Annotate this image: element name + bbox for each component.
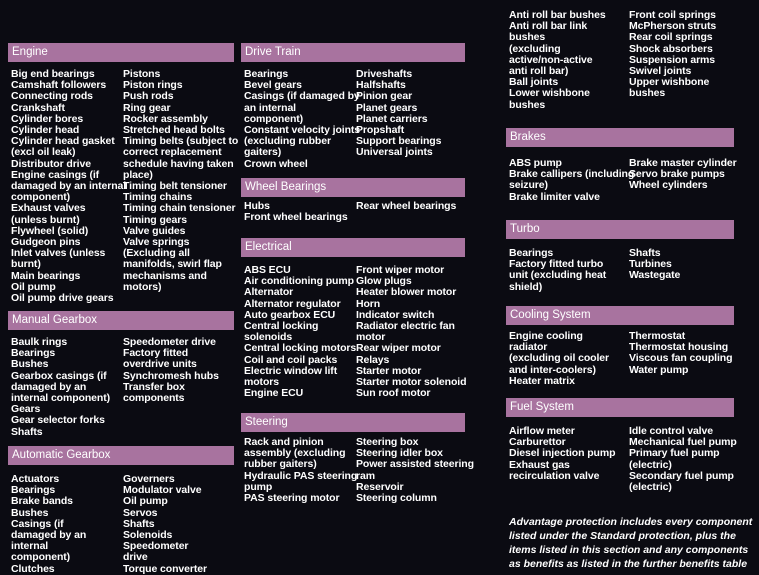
list-item: Mechanical fuel pump: [629, 436, 737, 449]
list-item: radiator: [509, 341, 548, 354]
steering-list-1: [244, 437, 357, 504]
list-item: overdrive units: [123, 358, 197, 371]
list-item: Coil and coil packs: [244, 353, 338, 366]
list-item: component): [11, 551, 71, 564]
list-item: manifolds, swirl flap: [123, 258, 222, 271]
drive-train-list-2: [356, 69, 441, 159]
list-item: Bushes: [11, 358, 49, 371]
list-item: Torque converter: [123, 562, 207, 575]
list-item: drive: [123, 551, 148, 564]
list-item: Horn: [356, 297, 381, 310]
list-item: Hubs: [244, 200, 270, 212]
list-item: Alternator: [244, 286, 294, 299]
list-item: Front wheel bearings: [244, 211, 348, 224]
turbo-section: [506, 220, 734, 300]
engine-header: Engine: [8, 43, 234, 62]
turbo-list-2: [629, 248, 680, 282]
list-item: Factory fitted turbo: [509, 258, 604, 271]
list-item: Auto gearbox ECU: [244, 308, 336, 321]
list-item: Thermostat: [629, 330, 686, 342]
list-item: Universal joints: [356, 146, 433, 159]
list-item: motors): [123, 280, 162, 293]
list-item: Starter motor: [356, 364, 422, 377]
list-item: Rack and pinion: [244, 436, 324, 448]
list-item: Rear wiper motor: [356, 342, 441, 355]
list-item: components: [123, 392, 185, 405]
list-item: Starter motor solenoid: [356, 376, 467, 389]
list-item: Inlet valves (unless: [11, 247, 106, 260]
list-item: Support bearings: [356, 135, 442, 148]
list-item: Cylinder head: [11, 124, 80, 137]
list-item: Piston rings: [123, 79, 183, 92]
list-item: Brake bands: [11, 495, 73, 508]
list-item: Suspension arms: [629, 53, 716, 66]
list-item: motor: [356, 331, 386, 344]
list-item: Idle control valve: [629, 425, 713, 437]
list-item: (unless burnt): [11, 213, 80, 226]
list-item: (excl oil leak): [11, 146, 76, 159]
list-item: Baulk rings: [11, 336, 68, 348]
electrical-list-1: [244, 265, 356, 399]
electrical-header: Electrical: [241, 238, 465, 257]
list-item: Synchromesh hubs: [123, 369, 219, 382]
turbo-list-1: [509, 248, 606, 293]
list-item: (excluding oil cooler: [509, 352, 609, 365]
list-item: Gear selector forks: [11, 414, 105, 427]
list-item: Wheel cylinders: [629, 179, 708, 192]
brakes-list-1: [509, 158, 634, 203]
list-item: Timing belt tensioner: [123, 180, 227, 193]
list-item: ABS ECU: [244, 264, 291, 276]
list-item: mechanisms and: [123, 269, 207, 282]
list-item: Secondary fuel pump: [629, 469, 734, 482]
footnote-line: as benefits as listed in the further benefits table: [509, 558, 748, 570]
footnote-line: listed under the Standard protection, plus the: [509, 530, 736, 542]
list-item: component): [244, 112, 304, 125]
list-item: Swivel joints: [629, 65, 692, 78]
list-item: pump: [244, 480, 273, 493]
list-item: component): [11, 191, 71, 204]
list-item: ram: [356, 469, 375, 482]
list-item: Shock absorbers: [629, 42, 713, 55]
list-item: Radiator electric fan: [356, 320, 455, 333]
list-item: Bearings: [509, 247, 554, 259]
list-item: Cylinder head gasket: [11, 135, 115, 148]
list-item: Transfer box: [123, 380, 185, 393]
footnote-line: Advantage protection includes every component: [509, 516, 753, 528]
list-item: Engine ECU: [244, 387, 304, 400]
electrical-section: [241, 238, 465, 408]
list-item: PAS steering motor: [244, 492, 340, 505]
list-item: Anti roll bar link: [509, 20, 588, 33]
list-item: Power assisted steering: [356, 458, 474, 471]
list-item: Crankshaft: [11, 101, 65, 114]
list-item: Distributor drive: [11, 157, 91, 170]
list-item: Lower wishbone: [509, 87, 590, 100]
list-item: Carburettor: [509, 436, 566, 449]
list-item: Halfshafts: [356, 79, 406, 92]
automatic-gearbox-list-1: [11, 474, 86, 575]
list-item: Alternator regulator: [244, 297, 341, 310]
list-item: Timing belts (subject to: [123, 135, 239, 148]
automatic-gearbox-list-2: [123, 474, 207, 575]
list-item: Exhaust valves: [11, 202, 86, 215]
fuel-system-header: Fuel System: [506, 398, 734, 417]
list-item: Indicator switch: [356, 308, 435, 321]
list-item: Speedometer: [123, 540, 189, 553]
list-item: (electric): [629, 481, 672, 494]
list-item: damaged by an internal: [11, 180, 127, 193]
list-item: seizure): [509, 179, 548, 192]
engine-section: [8, 43, 239, 311]
list-item: McPherson struts: [629, 20, 717, 33]
list-item: Steering idler box: [356, 447, 443, 460]
list-item: Valve guides: [123, 224, 186, 237]
list-item: Propshaft: [356, 124, 405, 137]
list-item: Water pump: [629, 363, 689, 376]
list-item: Speedometer drive: [123, 336, 216, 348]
list-item: burnt): [11, 258, 41, 271]
list-item: Modulator valve: [123, 484, 202, 497]
suspension-list-2: [629, 10, 716, 100]
list-item: Solenoids: [123, 529, 173, 542]
wheel-bearings-list-1: [244, 201, 348, 223]
list-item: Brake limiter valve: [509, 190, 600, 203]
footnote-line: items listed in this section and any components: [509, 544, 749, 556]
list-item: bushes: [509, 31, 546, 44]
list-item: Wastegate: [629, 269, 681, 282]
fuel-system-section: [506, 398, 737, 503]
brakes-list-2: [629, 158, 737, 192]
list-item: Anti roll bar bushes: [509, 9, 606, 21]
automatic-gearbox-header: Automatic Gearbox: [8, 446, 234, 465]
list-item: Pistons: [123, 68, 161, 80]
wheel-bearings-header: Wheel Bearings: [241, 178, 465, 197]
list-item: Pinion gear: [356, 90, 413, 103]
list-item: Reservoir: [356, 480, 404, 493]
list-item: Diesel injection pump: [509, 447, 616, 460]
list-item: Planet carriers: [356, 112, 428, 125]
list-item: damaged by an: [11, 529, 87, 542]
list-item: Thermostat housing: [629, 341, 729, 354]
list-item: Connecting rods: [11, 90, 93, 103]
list-item: Air conditioning pump: [244, 275, 354, 288]
list-item: Bevel gears: [244, 79, 302, 92]
steering-list-2: [356, 437, 474, 504]
list-item: Shafts: [629, 247, 661, 259]
list-item: Brake master cylinder: [629, 157, 737, 169]
list-item: place): [123, 168, 153, 181]
list-item: assembly (excluding: [244, 447, 346, 460]
list-item: Engine cooling: [509, 330, 583, 342]
list-item: Brake callipers (including: [509, 168, 635, 181]
cooling-system-list-1: [509, 331, 609, 387]
list-item: Viscous fan coupling: [629, 352, 733, 365]
list-item: damaged by an: [11, 380, 87, 393]
list-item: solenoids: [244, 331, 293, 344]
list-item: internal component): [11, 392, 111, 405]
list-item: Hydraulic PAS steering: [244, 469, 358, 482]
list-item: Rear wheel bearings: [356, 200, 457, 212]
wheel-bearings-section: [241, 178, 465, 236]
manual-gearbox-list-1: [11, 337, 110, 438]
list-item: Heater matrix: [509, 374, 575, 387]
list-item: Driveshafts: [356, 68, 413, 80]
list-item: bushes: [509, 98, 546, 111]
list-item: active/non-active: [509, 53, 593, 66]
list-item: Constant velocity joints: [244, 124, 361, 137]
wheel-bearings-list-2: [356, 201, 456, 212]
list-item: (electric): [629, 458, 672, 471]
steering-header: Steering: [241, 413, 465, 432]
list-item: Timing chains: [123, 191, 193, 204]
list-item: Glow plugs: [356, 275, 412, 288]
list-item: Casings (if damaged by: [244, 90, 360, 103]
list-item: bushes: [629, 87, 666, 100]
suspension-list-1: [509, 10, 606, 111]
list-item: Oil pump: [123, 495, 168, 508]
list-item: gaiters): [244, 146, 282, 159]
list-item: Oil pump drive gears: [11, 292, 114, 305]
list-item: schedule having taken: [123, 157, 234, 170]
list-item: Valve springs: [123, 236, 190, 249]
list-item: Airflow meter: [509, 425, 575, 437]
list-item: Stretched head bolts: [123, 124, 225, 137]
list-item: Central locking: [244, 320, 319, 333]
list-item: (Excluding all: [123, 247, 190, 260]
list-item: Cylinder bores: [11, 112, 84, 125]
suspension-section: [506, 0, 734, 120]
list-item: Turbines: [629, 258, 672, 271]
list-item: Rear coil springs: [629, 31, 713, 44]
list-item: anti roll bar): [509, 65, 569, 78]
list-item: rubber gaiters): [244, 458, 317, 471]
fuel-system-list-1: [509, 426, 615, 482]
list-item: ABS pump: [509, 157, 562, 169]
list-item: Crown wheel: [244, 157, 308, 170]
electrical-list-2: [356, 265, 466, 399]
brakes-section: [506, 128, 737, 213]
list-item: Front wiper motor: [356, 264, 445, 276]
list-item: recirculation valve: [509, 469, 600, 482]
steering-section: [241, 413, 474, 513]
list-item: Bearings: [11, 347, 56, 360]
list-item: Gears: [11, 403, 41, 416]
list-item: Gudgeon pins: [11, 236, 81, 249]
list-item: Electric window lift: [244, 364, 338, 377]
list-item: Bearings: [244, 68, 289, 80]
list-item: Bearings: [11, 484, 56, 497]
list-item: Sun roof motor: [356, 387, 431, 400]
list-item: Upper wishbone: [629, 76, 710, 89]
list-item: Big end bearings: [11, 68, 95, 80]
list-item: Rocker assembly: [123, 112, 208, 125]
list-item: Camshaft followers: [11, 79, 107, 92]
manual-gearbox-section: [8, 311, 234, 446]
list-item: shield): [509, 280, 543, 293]
cooling-system-list-2: [629, 331, 732, 376]
list-item: motors: [244, 376, 279, 389]
list-item: (excluding: [509, 42, 561, 55]
automatic-gearbox-section: [8, 446, 234, 575]
list-item: Main bearings: [11, 269, 81, 282]
turbo-header: Turbo: [506, 220, 734, 239]
list-item: Casings (if: [11, 517, 64, 530]
list-item: Shafts: [123, 517, 155, 530]
cooling-system-section: [506, 306, 734, 391]
manual-gearbox-header: Manual Gearbox: [8, 311, 234, 330]
advantage-footnote: [509, 515, 759, 571]
manual-gearbox-list-2: [123, 337, 219, 404]
list-item: (excluding rubber: [244, 135, 331, 148]
drive-train-list-1: [244, 69, 360, 170]
list-item: Ring gear: [123, 101, 171, 114]
list-item: unit (excluding heat: [509, 269, 607, 282]
list-item: correct replacement: [123, 146, 222, 159]
cooling-system-header: Cooling System: [506, 306, 734, 325]
list-item: an internal: [244, 101, 296, 114]
brakes-header: Brakes: [506, 128, 734, 147]
drive-train-header: Drive Train: [241, 43, 465, 62]
list-item: Engine casings (if: [11, 168, 100, 181]
list-item: Ball joints: [509, 76, 559, 89]
list-item: Gearbox casings (if: [11, 369, 107, 382]
list-item: Steering column: [356, 492, 437, 505]
list-item: Heater blower motor: [356, 286, 457, 299]
list-item: Governers: [123, 473, 175, 485]
list-item: Primary fuel pump: [629, 447, 720, 460]
list-item: Servo brake pumps: [629, 168, 725, 181]
list-item: Bushes: [11, 506, 49, 519]
list-item: Steering box: [356, 436, 419, 448]
list-item: Timing gears: [123, 213, 187, 226]
list-item: Factory fitted: [123, 347, 189, 360]
engine-list-2: [123, 69, 238, 293]
list-item: Oil pump: [11, 280, 56, 293]
list-item: Planet gears: [356, 101, 418, 114]
drive-train-section: [241, 43, 465, 178]
list-item: Central locking motors: [244, 342, 357, 355]
list-item: Push rods: [123, 90, 174, 103]
list-item: Actuators: [11, 473, 60, 485]
list-item: internal: [11, 540, 49, 553]
engine-list-1: [11, 69, 126, 304]
list-item: Shafts: [11, 425, 43, 438]
list-item: Relays: [356, 353, 390, 366]
list-item: Servos: [123, 506, 158, 519]
list-item: Exhaust gas: [509, 458, 570, 471]
list-item: Flywheel (solid): [11, 224, 89, 237]
list-item: Front coil springs: [629, 9, 716, 21]
list-item: Clutches: [11, 562, 55, 575]
fuel-system-list-2: [629, 426, 737, 493]
list-item: and inter-coolers): [509, 363, 596, 376]
list-item: Timing chain tensioner: [123, 202, 236, 215]
